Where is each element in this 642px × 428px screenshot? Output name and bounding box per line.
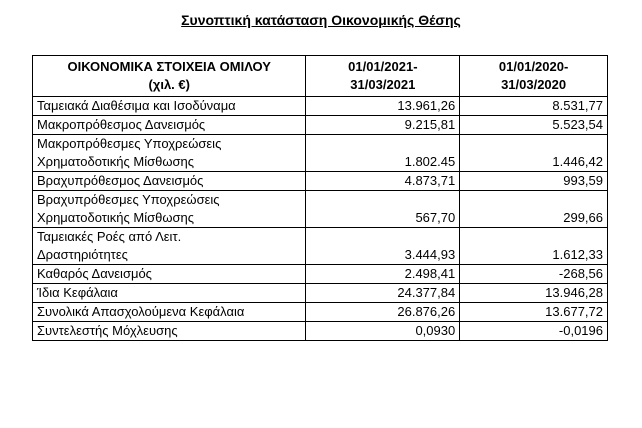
row-label	[33, 191, 306, 228]
table-row	[33, 284, 608, 303]
row-label-line: Χρηματοδοτικής Μίσθωσης	[37, 154, 195, 169]
row-label	[33, 228, 306, 265]
table-header	[33, 56, 608, 97]
header-row	[33, 56, 608, 97]
value-2021: 13.961,26	[306, 97, 460, 116]
header-period-2021	[306, 56, 460, 97]
value-2020: 5.523,54	[460, 116, 608, 135]
header-items-line1: ΟΙΚΟΝΟΜΙΚΑ ΣΤΟΙΧΕΙΑ ΟΜΙΛΟΥ	[67, 59, 271, 74]
row-label	[33, 322, 306, 341]
financial-summary-table	[32, 55, 608, 341]
table-row	[33, 116, 608, 135]
table-row	[33, 135, 608, 172]
value-2021: 567,70	[306, 191, 460, 228]
table-row	[33, 172, 608, 191]
header-2021-line1: 01/01/2021-	[348, 59, 418, 74]
value-2020: 8.531,77	[460, 97, 608, 116]
header-2020-line1: 01/01/2020-	[498, 59, 569, 74]
header-2020-line2: 31/03/2020	[501, 77, 567, 92]
value-2021: 26.876,26	[306, 303, 460, 322]
row-label-line: Ίδια Κεφάλαια	[37, 285, 118, 300]
value-2021: 9.215,81	[306, 116, 460, 135]
row-label-line: Συντελεστής Μόχλευσης	[37, 323, 178, 338]
value-2020: 993,59	[460, 172, 608, 191]
header-items	[33, 56, 306, 97]
header-period-2020	[460, 56, 608, 97]
value-2021: 3.444,93	[306, 228, 460, 265]
value-2020: 13.677,72	[460, 303, 608, 322]
row-label	[33, 135, 306, 172]
row-label-line: Συνολικά Απασχολούμενα Κεφάλαια	[37, 304, 245, 319]
table-row	[33, 191, 608, 228]
row-label-line: Μακροπρόθεσμες Υποχρεώσεις	[37, 136, 222, 151]
row-label	[33, 303, 306, 322]
value-2020: 299,66	[460, 191, 608, 228]
value-2020: -0,0196	[460, 322, 608, 341]
row-label-line: Βραχυπρόθεσμες Υποχρεώσεις	[37, 192, 220, 207]
value-2021: 2.498,41	[306, 265, 460, 284]
table-row	[33, 228, 608, 265]
value-2020: 13.946,28	[460, 284, 608, 303]
row-label	[33, 265, 306, 284]
value-2021: 4.873,71	[306, 172, 460, 191]
row-label	[33, 284, 306, 303]
row-label	[33, 172, 306, 191]
table-row	[33, 265, 608, 284]
table-row	[33, 97, 608, 116]
table-row	[33, 303, 608, 322]
table-body	[33, 97, 608, 341]
row-label-line: Χρηματοδοτικής Μίσθωσης	[37, 210, 195, 225]
row-label-line: Καθαρός Δανεισμός	[37, 266, 152, 281]
row-label	[33, 97, 306, 116]
header-items-line2: (χιλ. €)	[148, 77, 190, 92]
header-2021-line2: 31/03/2021	[350, 77, 416, 92]
document-title: Συνοπτική κατάσταση Οικονομικής Θέσης	[181, 12, 461, 28]
table-row	[33, 322, 608, 341]
value-2021: 0,0930	[306, 322, 460, 341]
row-label-line: Δραστηριότητες	[37, 247, 128, 262]
row-label-line: Ταμειακά Διαθέσιμα και Ισοδύναμα	[37, 98, 236, 113]
row-label-line: Μακροπρόθεσμος Δανεισμός	[37, 117, 206, 132]
value-2021: 1.802.45	[306, 135, 460, 172]
value-2021: 24.377,84	[306, 284, 460, 303]
value-2020: 1.612,33	[460, 228, 608, 265]
row-label	[33, 116, 306, 135]
row-label-line: Ταμειακές Ροές από Λειτ.	[37, 229, 182, 244]
value-2020: 1.446,42	[460, 135, 608, 172]
value-2020: -268,56	[460, 265, 608, 284]
row-label-line: Βραχυπρόθεσμος Δανεισμός	[37, 173, 204, 188]
